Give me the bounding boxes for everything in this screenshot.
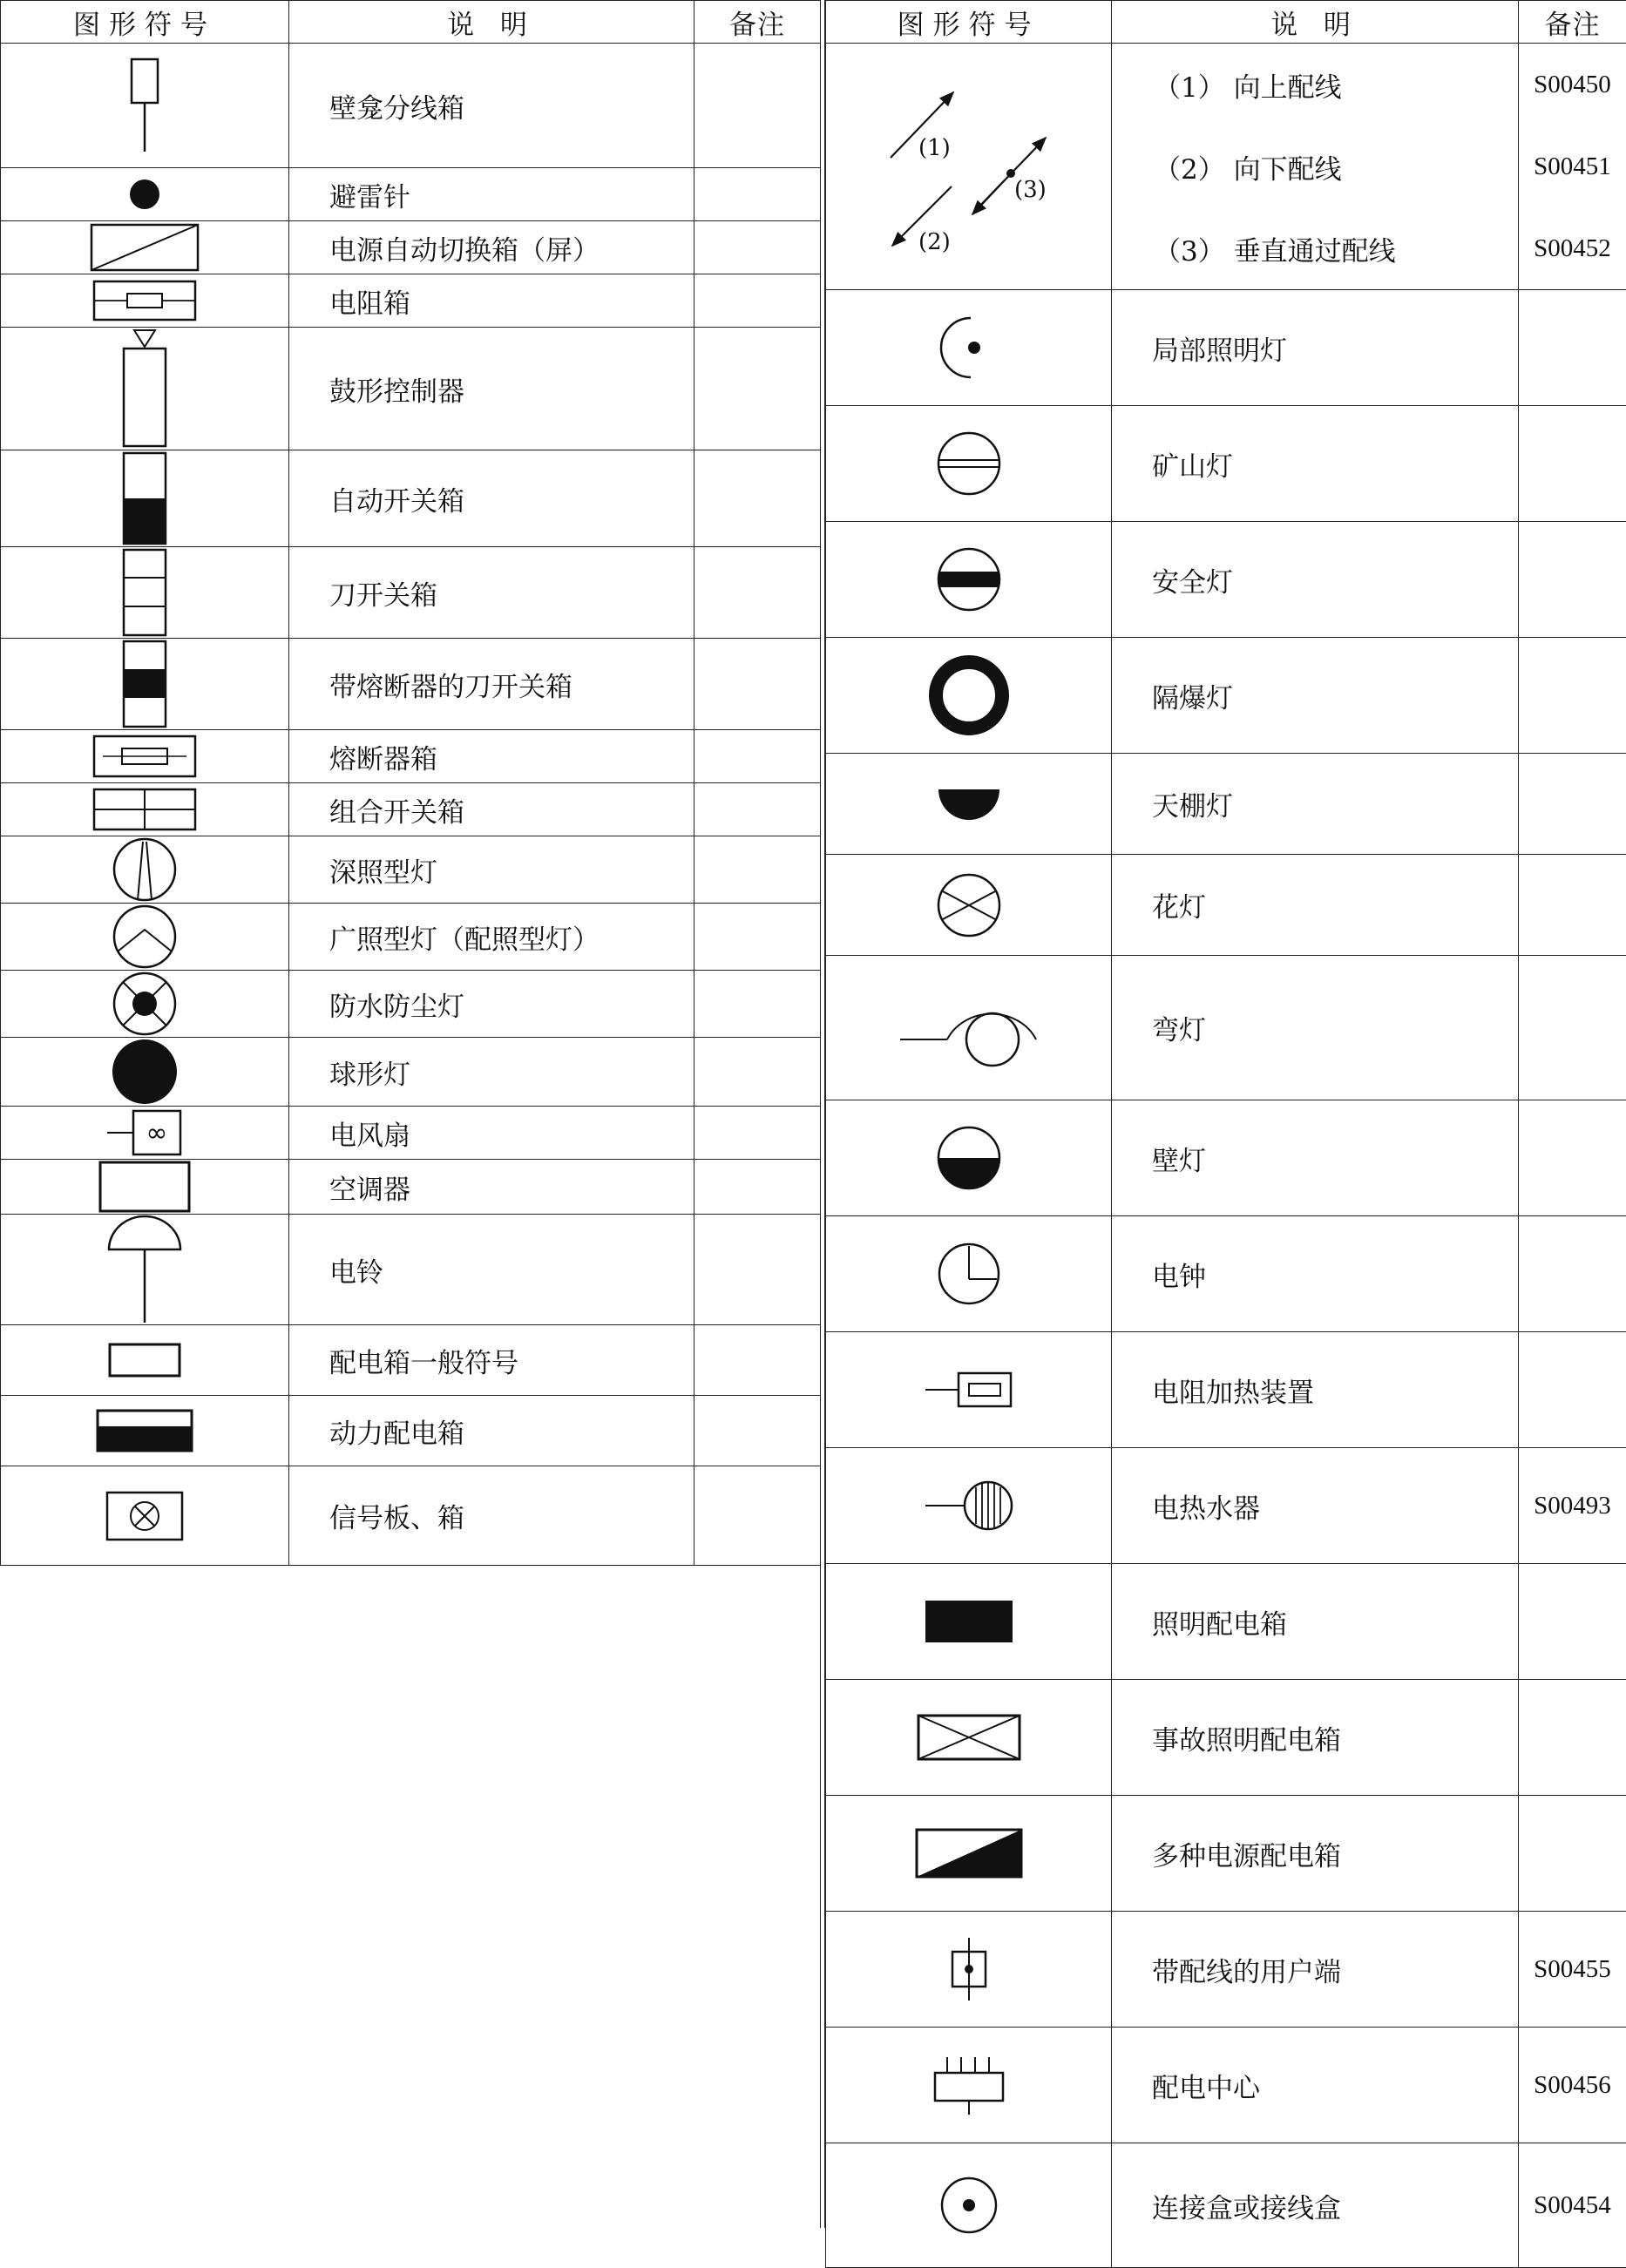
lighting-distribution-box-icon: [924, 1599, 1014, 1644]
symbol-remark: [1519, 1564, 1626, 1680]
table-row: [1, 221, 821, 274]
table-row: [1, 328, 821, 450]
symbol-remark: [694, 1325, 821, 1396]
table-row: [1, 904, 821, 971]
symbol-description: 深照型灯: [289, 836, 694, 904]
table-row: [826, 406, 1626, 522]
symbol-description: 电钟: [1112, 1216, 1519, 1332]
decorative-lamp-icon: [936, 872, 1002, 938]
symbol-description: 刀开关箱: [289, 547, 694, 639]
symbol-description: 壁灯: [1112, 1100, 1519, 1216]
symbol-remark: [694, 783, 821, 836]
wall-lamp-icon: [936, 1125, 1002, 1191]
table-row: [826, 1332, 1626, 1448]
symbol-remark: S00455: [1519, 1912, 1626, 2028]
table-row: [826, 522, 1626, 638]
symbol-remark: S00456: [1519, 2028, 1626, 2143]
symbol-remark: [1519, 956, 1626, 1100]
symbol-description: 配电中心: [1112, 2028, 1519, 2143]
symbol-description: 矿山灯: [1112, 406, 1519, 522]
header-symbol: 图形符号: [1, 1, 289, 44]
symbol-remark: [694, 274, 821, 328]
drum-controller-icon: [120, 328, 169, 450]
symbol-description: 电阻加热装置: [1112, 1332, 1519, 1448]
table-row: [826, 1564, 1626, 1680]
table-row: [826, 1680, 1626, 1796]
symbol-remark: [694, 1466, 821, 1566]
fuse-box-icon: [92, 734, 197, 779]
table-row: [826, 2143, 1626, 2268]
mining-lamp-icon: [936, 430, 1002, 497]
wiring-label-up: (1): [918, 135, 951, 161]
local-lighting-lamp-icon: [943, 315, 995, 381]
table-row: [1, 1466, 821, 1566]
symbol-remark: [694, 971, 821, 1038]
electric-water-heater-icon: [924, 1479, 1014, 1532]
symbol-description: 天棚灯: [1112, 754, 1519, 855]
wiring-up-description: （1） 向上配线: [1154, 44, 1518, 125]
symbol-remark: [1519, 754, 1626, 855]
table-row: [1, 836, 821, 904]
automatic-power-transfer-box-icon: [90, 222, 200, 273]
symbol-description: 弯灯: [1112, 956, 1519, 1100]
wiring-label-through: (3): [1014, 177, 1047, 203]
symbol-remark: [694, 639, 821, 730]
symbol-description: 多种电源配电箱: [1112, 1796, 1519, 1912]
deep-beam-lamp-icon: [112, 836, 178, 903]
combination-switch-box-icon: [92, 787, 197, 832]
symbol-description: 带配线的用户端: [1112, 1912, 1519, 2028]
left-symbol-table: [0, 0, 821, 1566]
electric-fan-icon: [105, 1108, 184, 1157]
table-row: [1, 168, 821, 221]
table-row: [826, 290, 1626, 406]
table-row: [1, 1396, 821, 1466]
symbol-description: 避雷针: [289, 168, 694, 221]
symbol-description: 安全灯: [1112, 522, 1519, 638]
right-header-row: [826, 1, 1626, 44]
table-row: [826, 956, 1626, 1100]
header-symbol: 图形符号: [826, 1, 1112, 44]
table-row: [1, 639, 821, 730]
distribution-center-icon: [932, 2054, 1006, 2116]
table-row: [1, 274, 821, 328]
table-row: [1, 1038, 821, 1107]
symbol-remark: [1519, 290, 1626, 406]
symbol-description: 信号板、箱: [289, 1466, 694, 1566]
symbol-remark: [694, 1038, 821, 1107]
symbol-remark: [1519, 522, 1626, 638]
table-row: [1, 450, 821, 547]
wide-beam-lamp-icon: [112, 904, 178, 970]
table-row: [1, 1325, 821, 1396]
symbol-description: 照明配电箱: [1112, 1564, 1519, 1680]
table-row: [826, 2028, 1626, 2143]
symbol-description: 配电箱一般符号: [289, 1325, 694, 1396]
wiring-direction-icon: [882, 75, 1056, 258]
table-row: [1, 1160, 821, 1215]
junction-box-icon: [938, 2175, 999, 2236]
emergency-lighting-box-icon: [916, 1713, 1022, 1762]
electric-bell-icon: [105, 1215, 184, 1324]
ceiling-lamp-icon: [936, 787, 1002, 822]
symbol-description: 电风扇: [289, 1107, 694, 1160]
symbol-remark: [694, 547, 821, 639]
symbol-remark: [1519, 1100, 1626, 1216]
right-symbol-table: [825, 0, 1626, 2268]
knife-switch-box-icon: [120, 547, 169, 638]
symbol-remark: [694, 1160, 821, 1215]
globe-lamp-icon: [111, 1038, 179, 1106]
wiring-label-down: (2): [918, 229, 951, 255]
table-row: [1, 44, 821, 168]
power-distribution-box-icon: [95, 1408, 194, 1453]
symbol-remark: [1519, 1680, 1626, 1796]
symbol-description: 事故照明配电箱: [1112, 1680, 1519, 1796]
bent-lamp-icon: [898, 989, 1040, 1067]
symbol-description: 壁龛分线箱: [289, 44, 694, 168]
symbol-description: 熔断器箱: [289, 730, 694, 783]
table-row: [826, 1100, 1626, 1216]
waterproof-dustproof-lamp-icon: [112, 971, 178, 1037]
symbol-remark: [694, 836, 821, 904]
symbol-remark: [1519, 1796, 1626, 1912]
symbol-remark: [694, 44, 821, 168]
wiring-down-remark: S00451: [1519, 125, 1626, 207]
fused-knife-switch-box-icon: [120, 639, 169, 729]
symbol-remark: [694, 328, 821, 450]
symbol-remark: [694, 730, 821, 783]
symbol-remark: [694, 1396, 821, 1466]
symbol-description: 电热水器: [1112, 1448, 1519, 1564]
symbol-remark: [1519, 1216, 1626, 1332]
resistance-heater-icon: [924, 1371, 1014, 1409]
symbol-description: 广照型灯（配照型灯）: [289, 904, 694, 971]
electric-clock-icon: [936, 1241, 1002, 1307]
air-conditioner-icon: [98, 1160, 192, 1214]
table-row: [826, 44, 1626, 290]
symbol-remark: [694, 904, 821, 971]
automatic-switch-box-icon: [120, 450, 169, 546]
symbol-description: 连接盒或接线盒: [1112, 2143, 1519, 2268]
symbol-description: 组合开关箱: [289, 783, 694, 836]
symbol-remark: S00454: [1519, 2143, 1626, 2268]
symbol-description: 带熔断器的刀开关箱: [289, 639, 694, 730]
symbol-remark: [1519, 1332, 1626, 1448]
symbol-remark: [1519, 406, 1626, 522]
table-row: [1, 547, 821, 639]
symbol-remark: [694, 1215, 821, 1325]
wiring-up-remark: S00450: [1519, 44, 1626, 125]
table-row: [1, 783, 821, 836]
table-row: [826, 1448, 1626, 1564]
table-row: [826, 1796, 1626, 1912]
symbol-remark: S00493: [1519, 1448, 1626, 1564]
header-remark: 备注: [1519, 1, 1626, 44]
symbol-description: 自动开关箱: [289, 450, 694, 547]
user-terminal-with-wiring-icon: [947, 1936, 991, 2002]
symbol-description: 空调器: [289, 1160, 694, 1215]
symbol-description: 动力配电箱: [289, 1396, 694, 1466]
header-description: 说 明: [289, 1, 694, 44]
left-header-row: [1, 1, 821, 44]
symbol-remark: [694, 450, 821, 547]
wiring-through-remark: S00452: [1519, 207, 1626, 289]
table-row: [1, 971, 821, 1038]
lightning-rod-icon: [127, 177, 162, 212]
symbol-remark: [1519, 638, 1626, 754]
symbol-description: 鼓形控制器: [289, 328, 694, 450]
header-remark: 备注: [694, 1, 821, 44]
table-row: [826, 638, 1626, 754]
symbol-description: 花灯: [1112, 855, 1519, 956]
symbol-remark: [694, 168, 821, 221]
wall-niche-distribution-box-icon: [127, 58, 162, 153]
explosion-proof-lamp-icon: [927, 653, 1011, 737]
multi-power-distribution-box-icon: [914, 1827, 1024, 1879]
distribution-box-general-icon: [107, 1342, 182, 1378]
symbol-remark: [694, 1107, 821, 1160]
table-row: [1, 1107, 821, 1160]
symbol-description: 电源自动切换箱（屏）: [289, 221, 694, 274]
symbol-description: 电铃: [289, 1215, 694, 1325]
table-row: [826, 1912, 1626, 2028]
symbol-remark: [694, 221, 821, 274]
resistor-box-icon: [92, 279, 197, 322]
wiring-down-description: （2） 向下配线: [1154, 125, 1518, 207]
table-row: [1, 1215, 821, 1325]
wiring-through-description: （3） 垂直通过配线: [1154, 207, 1518, 289]
table-row: [826, 855, 1626, 956]
symbol-description: 电阻箱: [289, 274, 694, 328]
table-row: [1, 730, 821, 783]
symbol-description: 隔爆灯: [1112, 638, 1519, 754]
symbol-description: 球形灯: [289, 1038, 694, 1107]
signal-board-box-icon: [105, 1490, 185, 1542]
header-description: 说 明: [1112, 1, 1519, 44]
table-row: [826, 754, 1626, 855]
symbol-description: 局部照明灯: [1112, 290, 1519, 406]
symbol-remark: [1519, 855, 1626, 956]
table-row: [826, 1216, 1626, 1332]
symbol-description: 防水防尘灯: [289, 971, 694, 1038]
svg-text:∞: ∞: [146, 1118, 168, 1148]
safety-lamp-icon: [936, 546, 1002, 613]
